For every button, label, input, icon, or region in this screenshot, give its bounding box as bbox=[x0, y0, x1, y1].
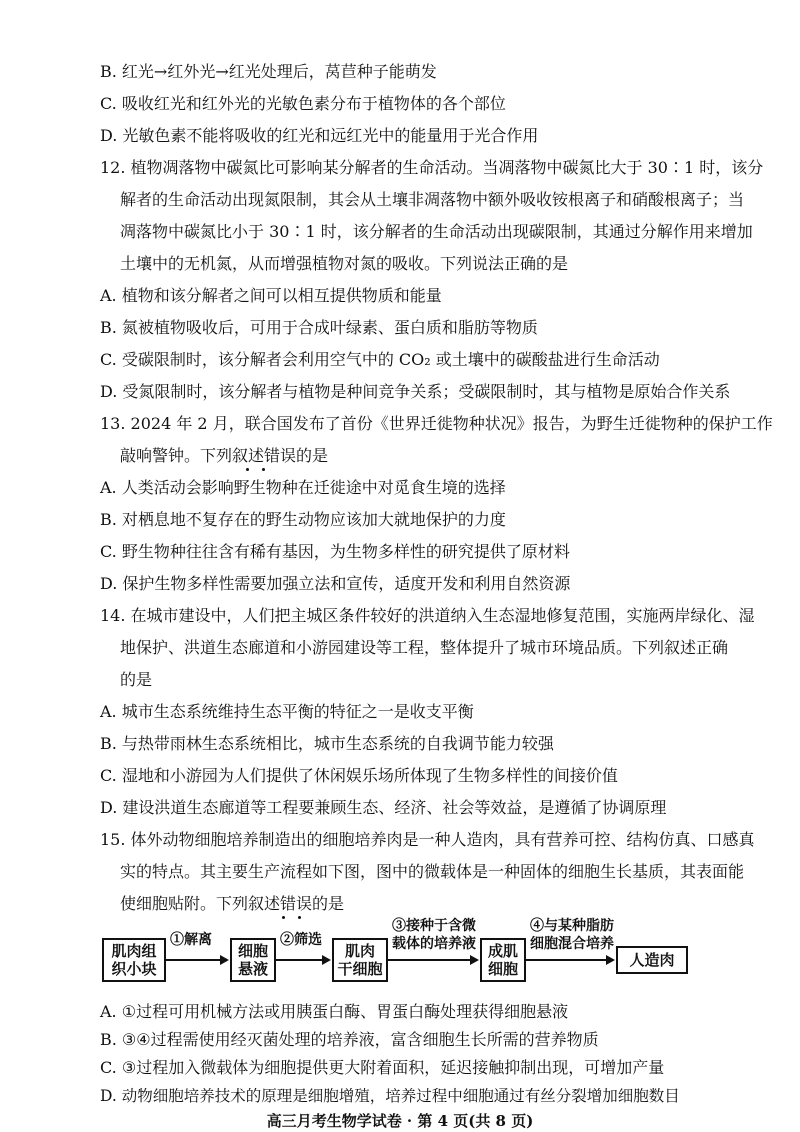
question-13-line2: 敲响警钟。下列叙述错误的是 bbox=[120, 446, 329, 465]
flow-box-stem-cells: 肌肉 干细胞 bbox=[332, 938, 388, 982]
flow-step-3-line2: 载体的培养液 bbox=[392, 936, 476, 952]
flow-box-artificial-meat: 人造肉 bbox=[616, 946, 688, 974]
flow-arrow bbox=[388, 959, 472, 961]
option-15B: B. ③④过程需使用经灭菌处理的培养液，富含细胞生长所需的营养物质 bbox=[100, 1030, 599, 1049]
arrow-head-icon bbox=[322, 955, 331, 965]
option-14D: D. 建设洪道生态廊道等工程要兼顾生态、经济、社会等效益，是遵循了协调原理 bbox=[100, 798, 667, 817]
flow-step-1: ①解离 bbox=[170, 932, 212, 948]
page-footer: 高三月考生物学试卷 · 第 4 页(共 8 页) bbox=[266, 1112, 534, 1130]
production-flow-diagram bbox=[100, 918, 720, 998]
flow-step-2: ②筛选 bbox=[280, 932, 322, 948]
arrow-head-icon bbox=[220, 955, 229, 965]
question-14-line2: 地保护、洪道生态廊道和小游园建设等工程，整体提升了城市环境品质。下列叙述正确 bbox=[120, 638, 729, 657]
flow-box-suspension: 细胞 悬液 bbox=[230, 938, 276, 982]
flow-arrow bbox=[166, 959, 222, 961]
emphasis-dot bbox=[262, 468, 265, 471]
option-11B: B. 红光→红外光→红光处理后，莴苣种子能萌发 bbox=[100, 62, 437, 81]
question-12-line4: 土壤中的无机氮，从而增强植物对氮的吸收。下列说法正确的是 bbox=[120, 254, 569, 273]
option-12B: B. 氮被植物吸收后，可用于合成叶绿素、蛋白质和脂肪等物质 bbox=[100, 318, 538, 337]
question-15-line1: 15. 体外动物细胞培养制造出的细胞培养肉是一种人造肉，具有营养可控、结构仿真、口感真 bbox=[100, 830, 755, 849]
option-11D: D. 光敏色素不能将吸收的红光和远红光中的能量用于光合作用 bbox=[100, 126, 539, 145]
option-12A: A. 植物和该分解者之间可以相互提供物质和能量 bbox=[100, 286, 442, 305]
question-12-line1: 12. 植物凋落物中碳氮比可影响某分解者的生命活动。当凋落物中碳氮比大于 30∶1 时，该分 bbox=[100, 158, 764, 177]
option-15C: C. ③过程加入微载体为细胞提供更大附着面积，延迟接触抑制出现，可增加产量 bbox=[100, 1058, 665, 1077]
flow-box-tissue: 肌肉组 织小块 bbox=[102, 938, 166, 982]
option-15A: A. ①过程可用机械方法或用胰蛋白酶、胃蛋白酶处理获得细胞悬液 bbox=[100, 1002, 569, 1021]
option-15D: D. 动物细胞培养技术的原理是细胞增殖，培养过程中细胞通过有丝分裂增加细胞数目 bbox=[100, 1087, 680, 1105]
option-12C: C. 受碳限制时，该分解者会利用空气中的 CO₂ 或土壤中的碳酸盐进行生命活动 bbox=[100, 350, 660, 369]
question-15-line3: 使细胞贴附。下列叙述错误的是 bbox=[120, 894, 345, 913]
option-13A: A. 人类活动会影响野生物种在迁徙途中对觅食生境的选择 bbox=[100, 478, 506, 497]
question-14-line3: 的是 bbox=[120, 670, 153, 689]
flow-step-4-line1: ④与某种脂肪 bbox=[530, 918, 614, 934]
option-12D: D. 受氮限制时，该分解者与植物是种间竞争关系；受碳限制时，其与植物是原始合作关系 bbox=[100, 382, 731, 401]
question-14-line1: 14. 在城市建设中，人们把主城区条件较好的洪道纳入生态湿地修复范围，实施两岸绿化、湿 bbox=[100, 606, 755, 625]
option-13B: B. 对栖息地不复存在的野生动物应该加大就地保护的力度 bbox=[100, 510, 506, 529]
flow-step-4-line2: 细胞混合培养 bbox=[530, 936, 614, 952]
question-12-line3: 凋落物中碳氮比小于 30∶1 时，该分解者的生命活动出现碳限制，其通过分解作用来增加 bbox=[120, 222, 753, 241]
emphasis-dot bbox=[246, 468, 249, 471]
option-14B: B. 与热带雨林生态系统相比，城市生态系统的自我调节能力较强 bbox=[100, 734, 554, 753]
question-15-line2: 实的特点。其主要生产流程如下图，图中的微载体是一种固体的细胞生长基质，其表面能 bbox=[120, 862, 745, 881]
arrow-head-icon bbox=[470, 955, 479, 965]
question-13-line1: 13. 2024 年 2 月，联合国发布了首份《世界迁徙物种状况》报告，为野生迁徙物种的保护工作 bbox=[100, 414, 773, 433]
flow-arrow bbox=[276, 959, 324, 961]
option-14A: A. 城市生态系统维持生态平衡的特征之一是收支平衡 bbox=[100, 702, 474, 721]
flow-arrow bbox=[526, 959, 608, 961]
option-13C: C. 野生物种往往含有稀有基因，为生物多样性的研究提供了原材料 bbox=[100, 542, 570, 561]
flow-step-3-line1: ③接种于含微 bbox=[392, 918, 476, 934]
option-13D: D. 保护生物多样性需要加强立法和宣传，适度开发和利用自然资源 bbox=[100, 574, 571, 593]
emphasis-dot bbox=[282, 916, 285, 919]
question-12-line2: 解者的生命活动出现氮限制，其会从土壤非凋落物中额外吸收铵根离子和硝酸根离子；当 bbox=[120, 190, 745, 209]
flow-box-myoblast: 成肌 细胞 bbox=[480, 938, 526, 982]
emphasis-dot bbox=[298, 916, 301, 919]
arrow-head-icon bbox=[606, 955, 615, 965]
option-14C: C. 湿地和小游园为人们提供了休闲娱乐场所体现了生物多样性的间接价值 bbox=[100, 766, 618, 785]
option-11C: C. 吸收红光和红外光的光敏色素分布于植物体的各个部位 bbox=[100, 94, 506, 113]
